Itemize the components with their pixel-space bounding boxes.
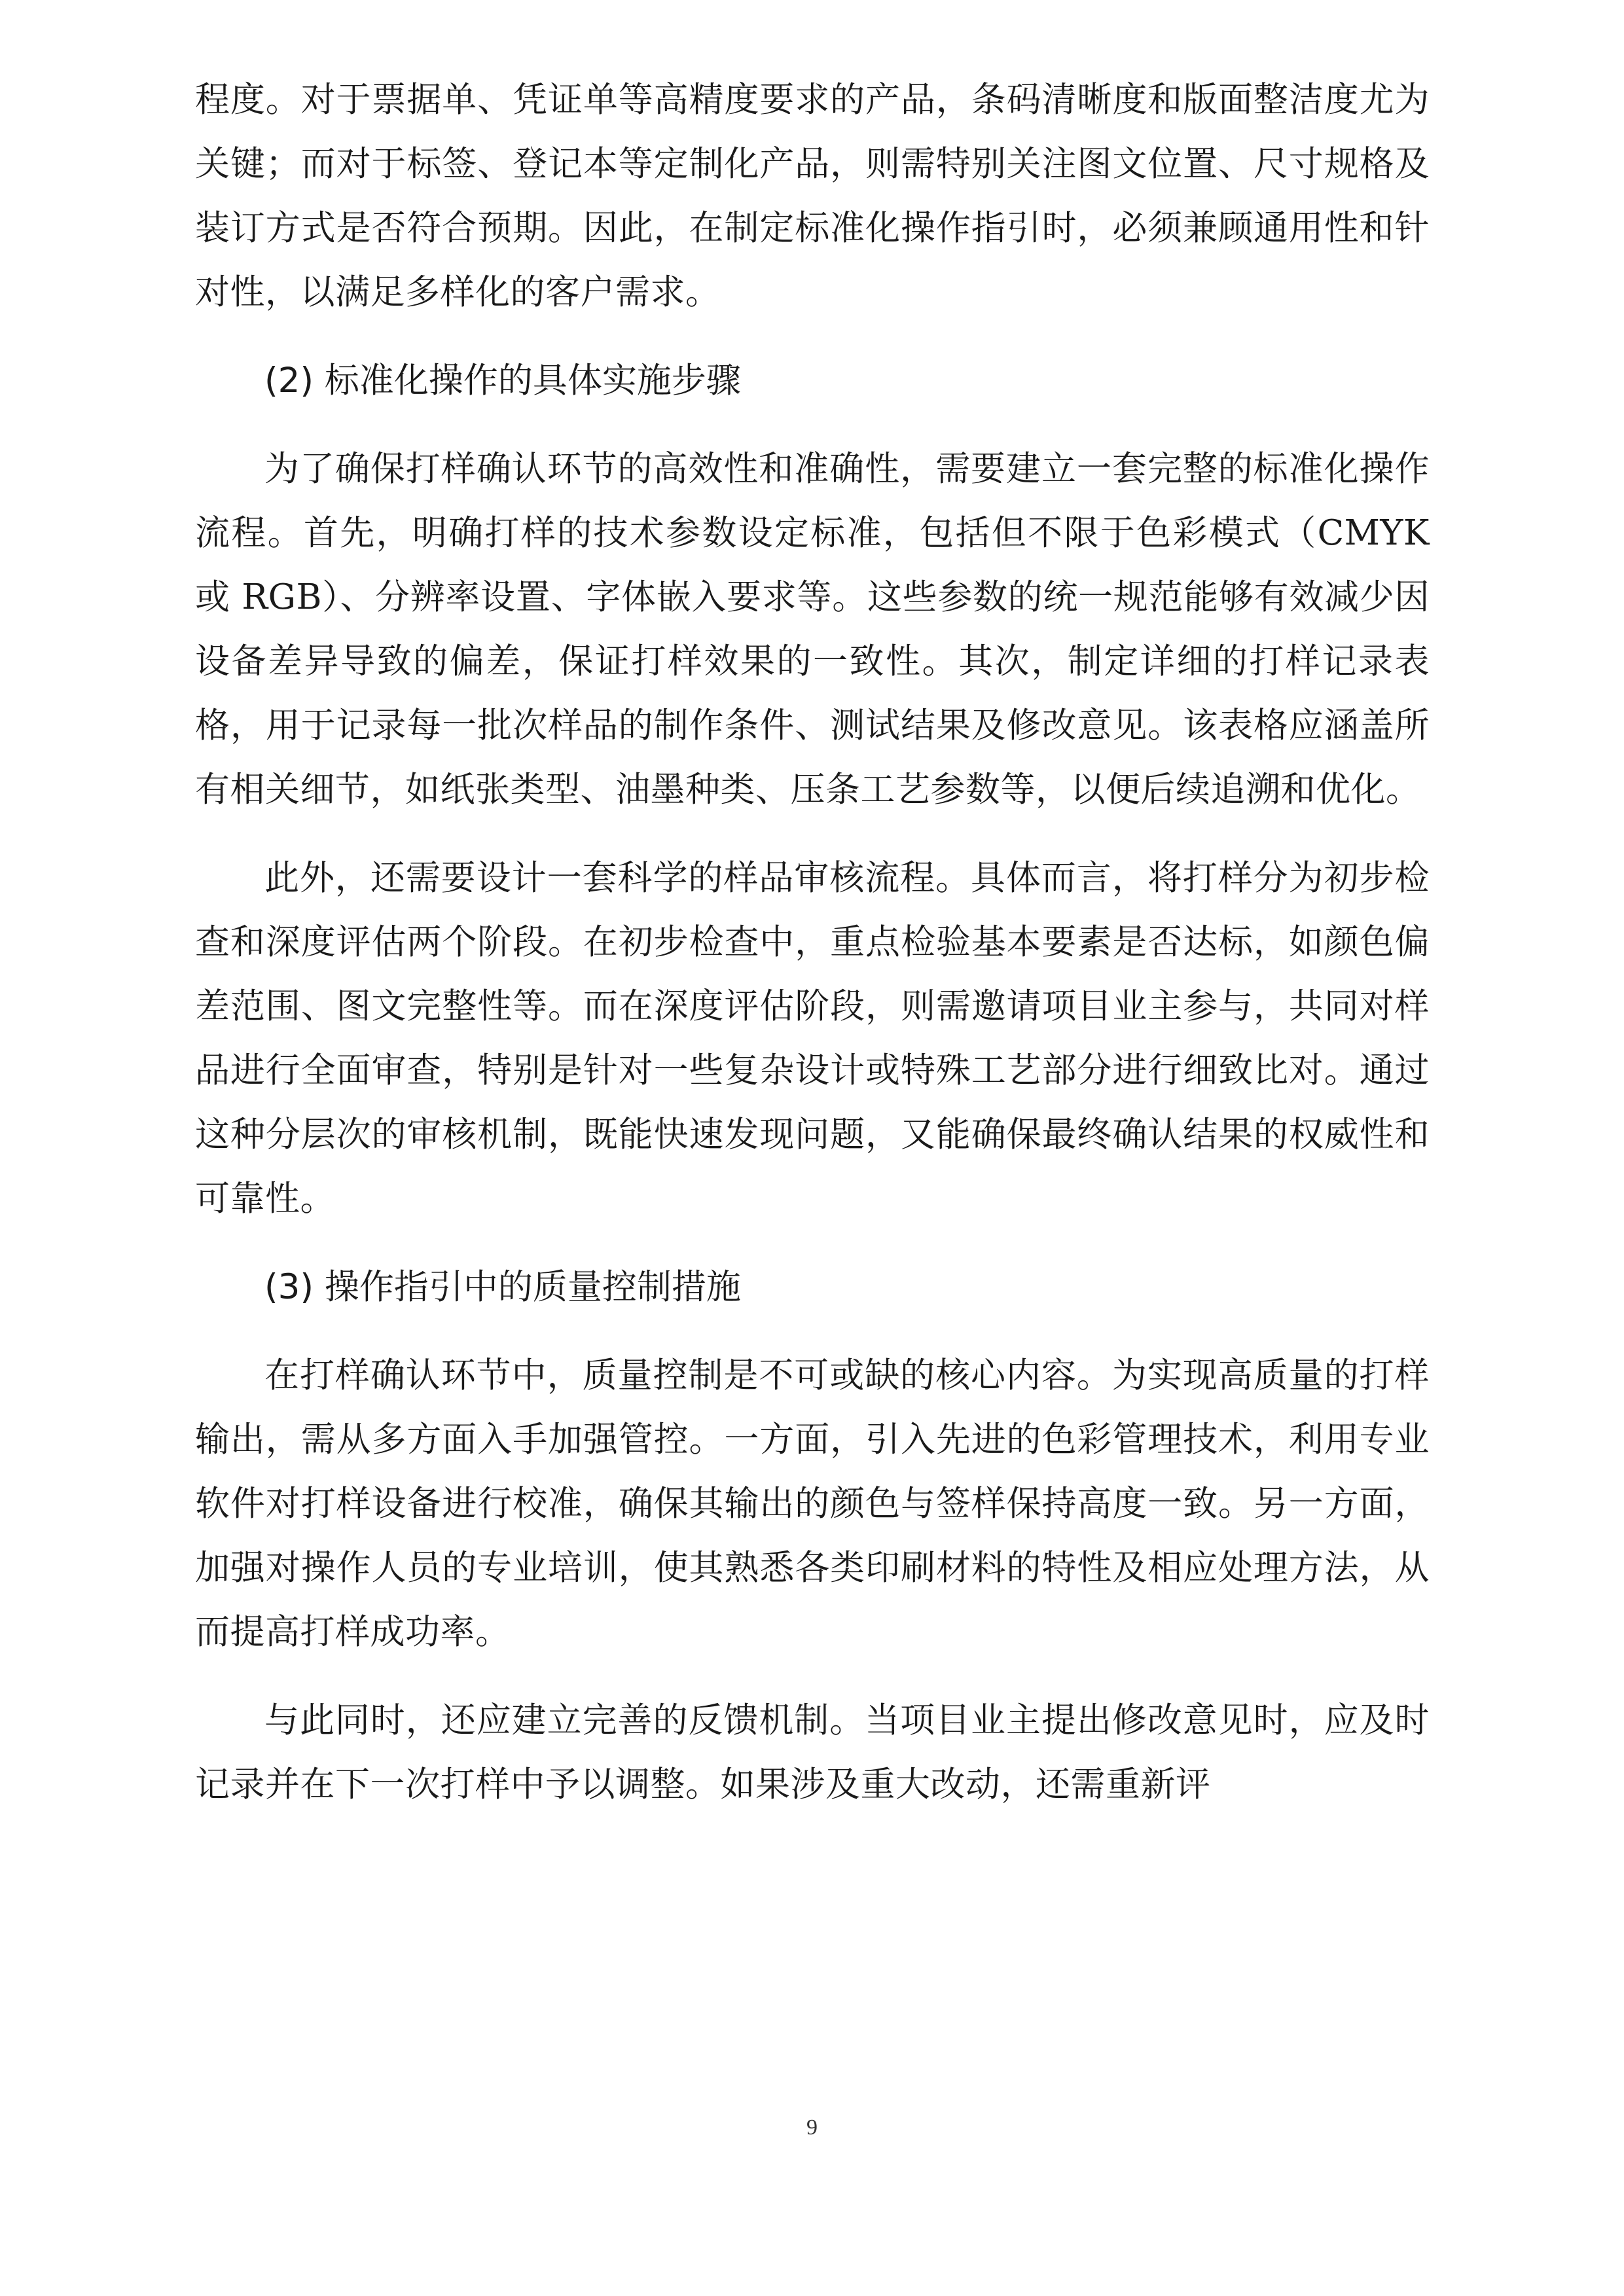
page-number: 9 (806, 2115, 818, 2140)
section-heading-3: (3) 操作指引中的质量控制措施 (264, 1267, 741, 1307)
paragraph-feedback-mechanism: 与此同时，还应建立完善的反馈机制。当项目业主提出修改意见时，应及时记录并在下一次打样中予以调整。如果涉及重大改动，还需重新评 (195, 1700, 1430, 1804)
paragraph-implementation-steps: 为了确保打样确认环节的高效性和准确性，需要建立一套完整的标准化操作流程。首先，明确打样的技术参数设定标准，包括但不限于色彩模式（CMYK 或 RGB）、分辨率设置、字体嵌入要求等。这些参数的统一规范能够有效减少因设备差异导致的偏差，保证打样效果的一致性。其次，制定详细的打样记录表格，用于记录每一批次样品的制作条件、测试结果及修改意见。该表格应涵盖所有相关细节，如纸张类型、油墨种类、压条工艺参数等，以便后续追溯和优化。 (195, 449, 1430, 810)
body-text (195, 68, 1430, 1841)
section-heading-2: (2) 标准化操作的具体实施步骤 (264, 361, 741, 401)
paragraph-review-process: 此外，还需要设计一套科学的样品审核流程。具体而言，将打样分为初步检查和深度评估两个阶段。在初步检查中，重点检验基本要素是否达标，如颜色偏差范围、图文完整性等。而在深度评估阶段，则需邀请项目业主参与，共同对样品进行全面审查，特别是针对一些复杂设计或特殊工艺部分进行细致比对。通过这种分层次的审核机制，既能快速发现问题，又能确保最终确认结果的权威性和可靠性。 (195, 858, 1430, 1219)
paragraph-continuation: 程度。对于票据单、凭证单等高精度要求的产品，条码清晰度和版面整洁度尤为关键；而对于标签、登记本等定制化产品，则需特别关注图文位置、尺寸规格及装订方式是否符合预期。因此，在制定标准化操作指引时，必须兼顾通用性和针对性，以满足多样化的客户需求。 (195, 80, 1430, 312)
paragraph-quality-control: 在打样确认环节中，质量控制是不可或缺的核心内容。为实现高质量的打样输出，需从多方面入手加强管控。一方面，引入先进的色彩管理技术，利用专业软件对打样设备进行校准，确保其输出的颜色与签样保持高度一致。另一方面，加强对操作人员的专业培训，使其熟悉各类印刷材料的特性及相应处理方法，从而提高打样成功率。 (195, 1355, 1430, 1652)
